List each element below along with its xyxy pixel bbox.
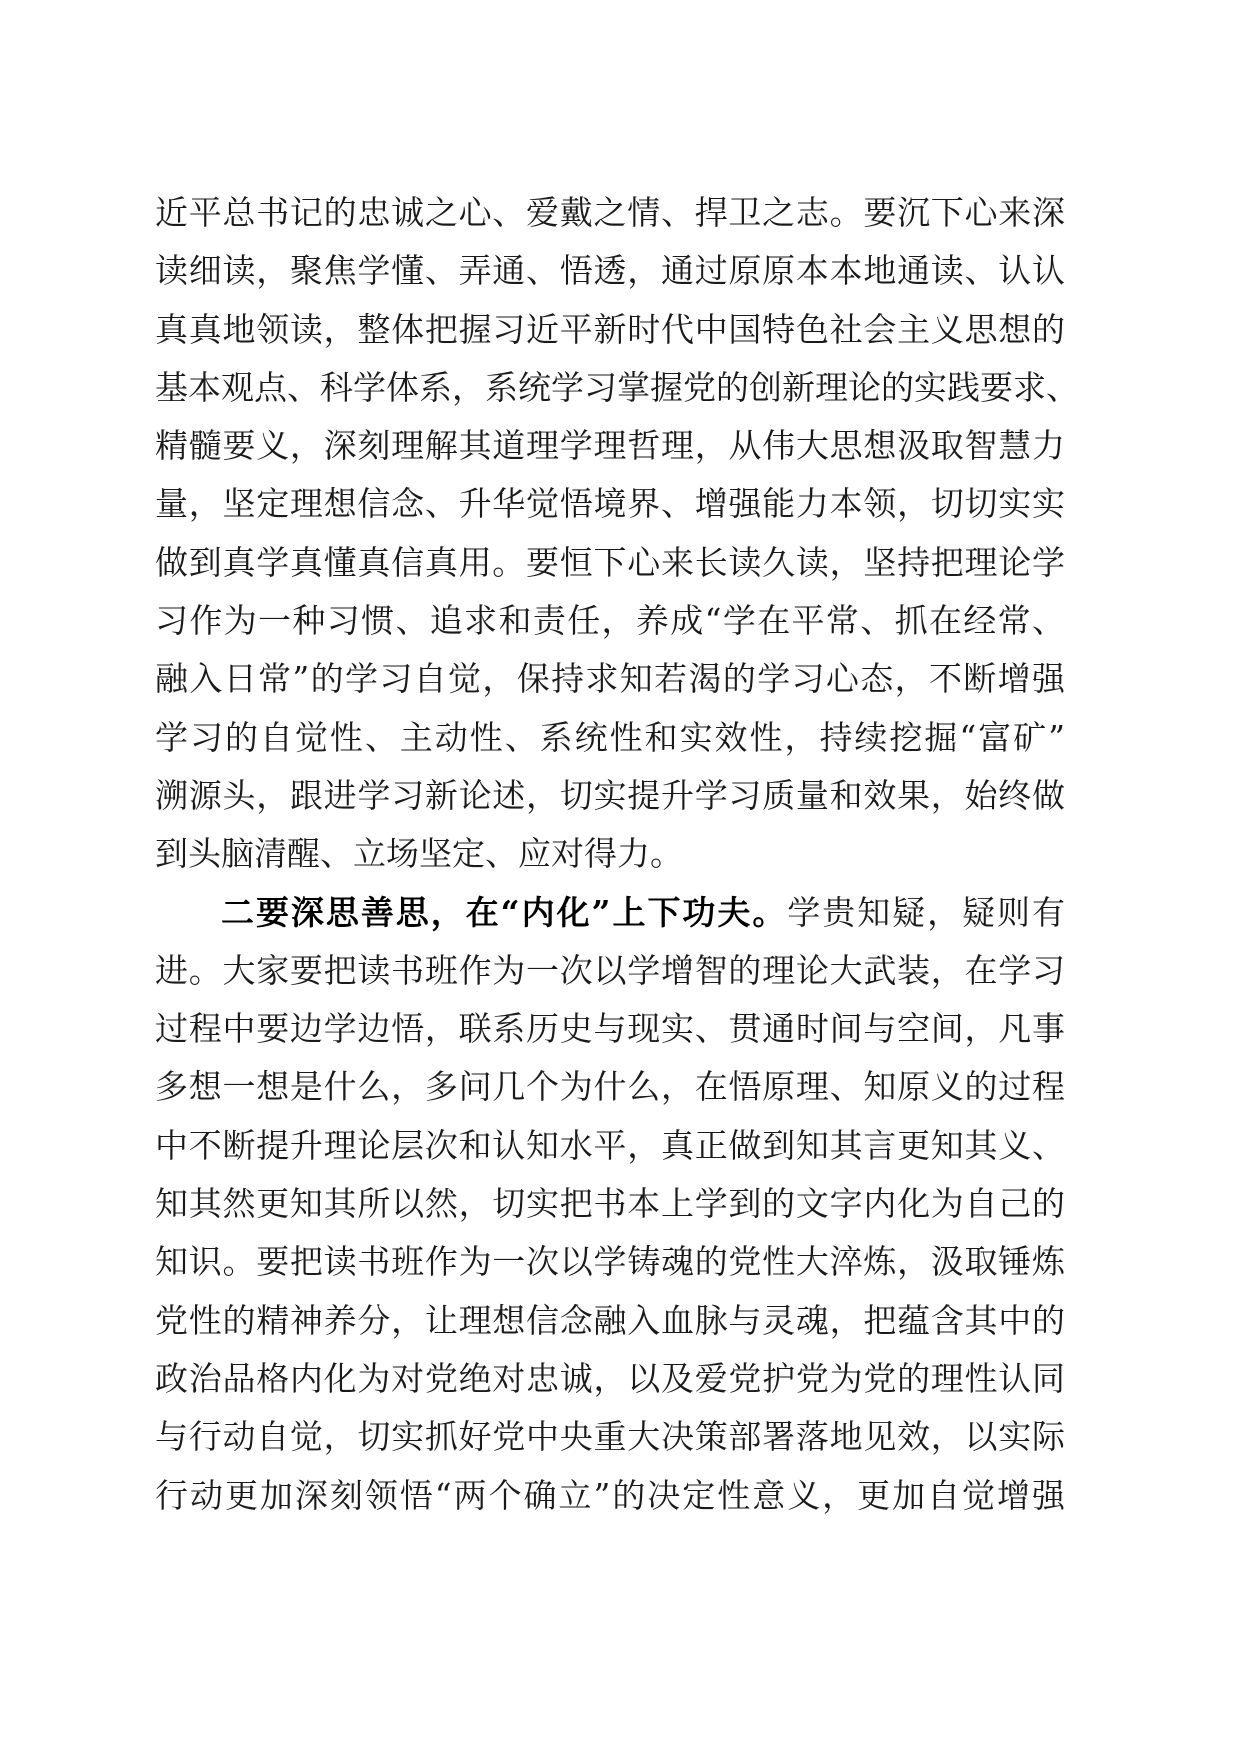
text-line: 知其然更知其所以然，切实把书本上学到的文字内化为自己的 [155, 1184, 1065, 1224]
text-line: 到头脑清醒、立场坚定、应对得力。 [155, 834, 683, 874]
text-line: 真真地领读，整体把握习近平新时代中国特色社会主义思想的 [155, 309, 1065, 349]
text-line: 中不断提升理论层次和认知水平，真正做到知其言更知其义、 [155, 1125, 1065, 1165]
text-line: 溯源头，跟进学习新论述，切实提升学习质量和效果，始终做 [155, 775, 1065, 815]
text-line: 知识。要把读书班作为一次以学铸魂的党性大淬炼，汲取锤炼 [155, 1242, 1065, 1282]
text-line: 党性的精神养分，让理想信念融入血脉与灵魂，把蕴含其中的 [155, 1300, 1065, 1340]
text-line: 基本观点、科学体系，系统学习掌握党的创新理论的实践要求、 [155, 367, 1079, 407]
text-line: 精髓要义，深刻理解其道理学理哲理，从伟大思想汲取智慧力 [155, 426, 1065, 466]
text-line: 量，坚定理想信念、升华觉悟境界、增强能力本领，切切实实 [155, 484, 1065, 524]
text-line: 习作为一种习惯、追求和责任，养成“学在平常、抓在经常、 [155, 601, 1065, 641]
text-line: 多想一想是什么，多问几个为什么，在悟原理、知原义的过程 [155, 1067, 1065, 1107]
text-span: 学贵知疑，疑则有 [787, 892, 1065, 932]
body-text [155, 184, 1079, 1525]
text-line: 行动更加深刻领悟“两个确立”的决定性意义，更加自觉增强 [155, 1475, 1065, 1515]
paragraph-first-line [155, 884, 1065, 942]
text-line: 过程中要边学边悟，联系历史与现实、贯通时间与空间，凡事 [155, 1009, 1065, 1049]
text-line: 融入日常”的学习自觉，保持求知若渴的学习心态，不断增强 [155, 659, 1065, 699]
section-heading: 二要深思善思，在“内化”上下功夫。 [221, 892, 788, 932]
text-line: 做到真学真懂真信真用。要恒下心来长读久读，坚持把理论学 [155, 542, 1065, 582]
text-line: 读细读，聚焦学懂、弄通、悟透，通过原原本本地通读、认认 [155, 251, 1065, 291]
text-line: 进。大家要把读书班作为一次以学增智的理论大武装，在学习 [155, 950, 1065, 990]
text-line: 近平总书记的忠诚之心、爱戴之情、捍卫之志。要沉下心来深 [155, 193, 1065, 232]
text-line: 与行动自觉，切实抓好党中央重大决策部署落地见效，以实际 [155, 1417, 1065, 1457]
text-line: 学习的自觉性、主动性、系统性和实效性，持续挖掘“富矿” [155, 717, 1065, 757]
text-line: 政治品格内化为对党绝对忠诚，以及爱党护党为党的理性认同 [155, 1358, 1065, 1398]
